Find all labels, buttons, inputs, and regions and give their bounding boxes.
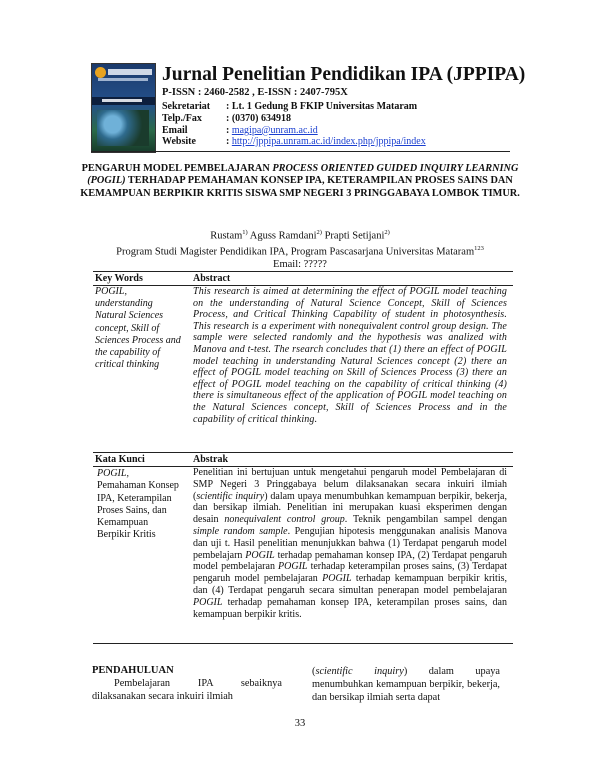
keywords-english: POGIL, understanding Natural Sciences concept, Skill of Sciences Process and the capability of critical thinking — [95, 286, 181, 371]
info-key: Website — [162, 136, 196, 148]
university-logo-icon — [95, 67, 106, 78]
author-block — [80, 227, 520, 272]
kata-kunci-header: Kata Kunci — [95, 454, 145, 465]
author-email: Email: ????? — [273, 259, 327, 270]
affiliation: Program Studi Magister Pendidikan IPA, Program Pascasarjana Universitas Mataram$^{123}$ — [116, 245, 484, 258]
keywords-header: Key Words — [95, 273, 143, 284]
journal-cover-thumbnail — [91, 63, 156, 153]
email-link[interactable]: magipa@unram.ac.id — [231, 124, 318, 136]
journal-contact-info — [162, 101, 426, 148]
abstract-english: This research is aimed at determining the effect of POGIL model teaching on the understanding of Natural Science Concept, Skill of Sciences Process, and Critical Thinking Capability of student in photosynthesis. This research is a experiment with nonequivalent control group design. The sample were selected randomly and the hypothesis was analized with Manova and t-test. The rsearch concludes that (1) there an effect of POGIL model teaching in understanding Natural Sciences concept (2) there an effect of POGIL model teaching on Skill of Sciences Process (3) there an effect of POGIL model teaching on the capability of critical thinking (4) there is simultaneous effect of the application of POGIL model teaching on the Natural Sciences concept, Skill of Sciences Process and in the capability of critical thinking. — [193, 286, 507, 425]
abstrak-indonesian: Penelitian ini bertujuan untuk mengetahui pengaruh model Pembelajaran di SMP Negeri 3 Pringgabaya belum dilaksanakan secara inkuiri ilmiah (scientific inquiry) dalam upaya menumbuhkan kemampuan berpikir, bekerja, dan bersikap ilmiah. Penelitian ini merupakan kuasi eksperimen dengan desain nonequivalent control group. Teknik pengambilan sampel dengan simple random sample. Pengujian hipotesis menggunakan analisis Manova dan uji t. Hasil penelitian menunjukkan bahwa (1) Terdapat pengaruh model pembelajarn POGIL terhadap pemahaman konsep IPA, (2) Terdapat pengaruh model pembelajaran POGIL terhadap keterampilan proses sains, (3) Terdapat pengaruh model pembelajaran POGIL terhadap kemampuan berpikir kritis, dan (4) Terdapat pengaruh secara simultan penerapan model pembelajaran POGIL terhadap pemahaman konsep IPA, keterampilan proses sains, dan kemampuan berpikir kritis. — [193, 467, 508, 620]
info-row-secretariat — [162, 101, 426, 113]
info-row-website: Website : http://jppipa.unram.ac.id/index.php/jppipa/index — [162, 136, 426, 148]
website-link[interactable]: http://jppipa.unram.ac.id/index.php/jppipa/index — [231, 136, 426, 148]
header-divider — [91, 151, 510, 152]
body-right-column: (scientific inquiry) dalam upaya menumbuhkan kemampuan berpikir, bekerja, dan bersikap ilmiah serta dapat — [312, 666, 500, 703]
body-left-column: Pembelajaran IPA sebaiknya dilaksanakan secara inkuiri ilmiah — [92, 678, 282, 702]
keywords-indonesian: POGIL, Pemahaman Konsep IPA, Keterampilan Proses Sains, dan Kemampuan Berpikir Kritis — [97, 468, 179, 541]
info-key: Telp./Fax — [162, 112, 202, 124]
info-value: : (0370) 634918 — [226, 112, 291, 124]
info-key: Sekretariat — [162, 101, 211, 112]
info-key: Email — [162, 124, 188, 136]
abstract-header: Abstract — [193, 273, 231, 284]
info-row-phone — [162, 113, 426, 125]
info-row-email: Email : magipa@unram.ac.id — [162, 124, 318, 136]
page-number: 33 — [294, 718, 306, 729]
abstrak-header: Abstrak — [193, 454, 229, 465]
author-names: Rustam$^{1)}$ Aguss Ramdani$^{2)}$ Prapti Setijani$^{2)}$ — [210, 229, 390, 242]
cover-image — [97, 110, 149, 146]
section-heading: PENDAHULUAN — [92, 665, 174, 676]
info-value: : Lt. 1 Gedung B FKIP Universitas Mataram — [226, 101, 418, 112]
paper-title: PENGARUH MODEL PEMBELAJARAN PROCESS ORIENTED GUIDED INQUIRY LEARNING (POGIL) TERHADAP PEMAHAMAN KONSEP IPA, KETERAMPILAN PROSES SAINS DAN KEMAMPUAN BERPIKIR KRITIS SISWA SMP NEGERI 3 PRINGGABAYA LOMBOK TIMUR. — [80, 163, 520, 199]
journal-issn: P-ISSN : 2460-2582 , E-ISSN : 2407-795X — [162, 87, 348, 98]
journal-title: Jurnal Penelitian Pendidikan IPA (JPPIPA) — [162, 64, 526, 85]
